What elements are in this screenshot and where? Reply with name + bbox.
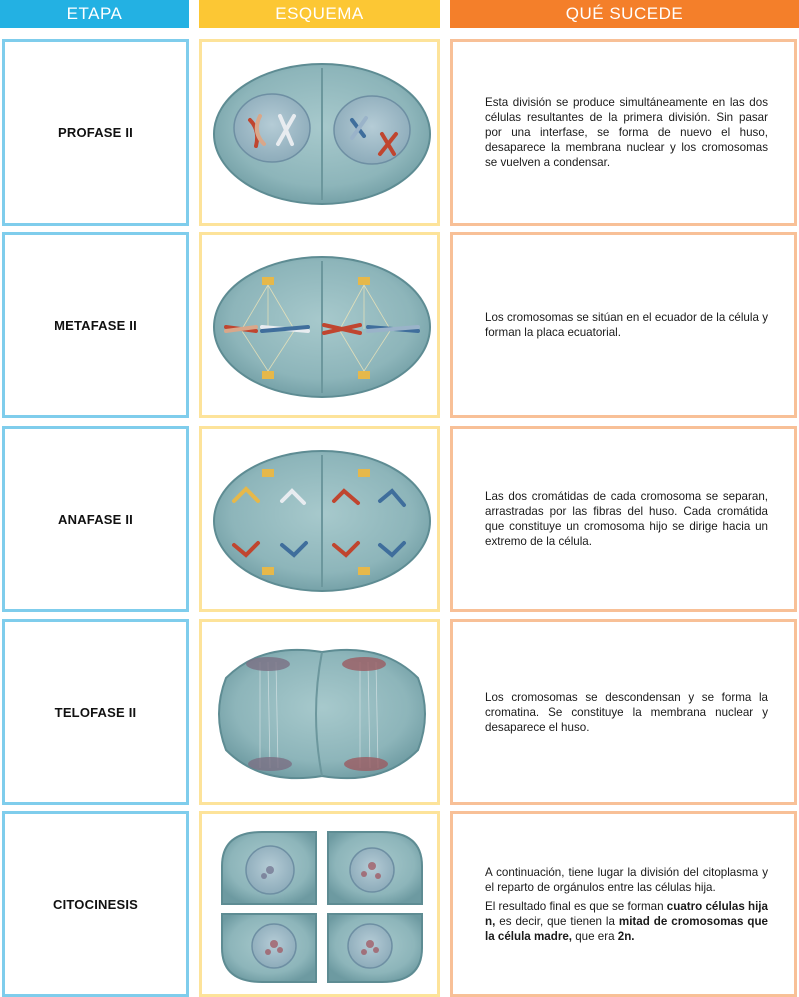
row-profase-diagram (199, 39, 440, 226)
description-text: A continuación, tiene lugar la división del citoplasma y el reparto de orgánulos entre las células hija. (485, 865, 768, 894)
row-telofase-description (450, 619, 797, 805)
row-metafase-description (450, 232, 797, 418)
row-metafase-diagram (199, 232, 440, 418)
row-anafase-diagram (199, 426, 440, 612)
header-esquema: ESQUEMA (199, 0, 440, 28)
row-citocinesis-stage (2, 811, 189, 997)
row-telofase-diagram (199, 619, 440, 805)
row-anafase-stage (2, 426, 189, 612)
row-profase-stage (2, 39, 189, 226)
stage-name: PROFASE II (58, 125, 133, 140)
description-text: Los cromosomas se descondensan y se forma la cromatina. Se constituye la membrana nuclear y desaparece el huso. (485, 690, 768, 734)
stage-name: CITOCINESIS (52, 896, 139, 912)
row-anafase-description (450, 426, 797, 612)
result-text: El resultado final es que se forman cuatro células hija n, es decir, que tienen la mitad de cromosomas que la célula madre, que era 2n. (485, 899, 768, 943)
profase-ii-cell-illustration (212, 58, 432, 208)
row-citocinesis-description (450, 811, 797, 997)
stage-name: ANAFASE II (58, 511, 133, 527)
telofase-ii-cell-illustration (212, 638, 432, 788)
stage-name: METAFASE II (54, 317, 137, 333)
stage-name: TELOFASE II (54, 704, 137, 720)
row-metafase-stage (2, 232, 189, 418)
citocinesis-cells-illustration (212, 826, 432, 986)
anafase-ii-cell-illustration (212, 445, 432, 595)
row-citocinesis-diagram (199, 811, 440, 997)
description-text: Esta división se produce simultáneamente en las dos células resultantes de la primera división. Sin pasar por una interfase, se forma de nuevo el huso, desaparece la membrana nuclear y los cromosomas se vuelven a condensar. (485, 96, 768, 169)
header-que-sucede: QUÉ SUCEDE (450, 0, 799, 28)
metafase-ii-cell-illustration (212, 251, 432, 401)
row-profase-description (450, 39, 797, 226)
description-text: Los cromosomas se sitúan en el ecuador de la célula y forman la placa ecuatorial. (485, 311, 768, 339)
description-text: Las dos cromátidas de cada cromosoma se separan, arrastradas por las fibras del huso. Cada cromátida que constituye un cromosoma hijo se dirige hacia un extremo de la célula. (485, 490, 768, 548)
header-etapa: ETAPA (0, 0, 189, 28)
row-telofase-stage (2, 619, 189, 805)
